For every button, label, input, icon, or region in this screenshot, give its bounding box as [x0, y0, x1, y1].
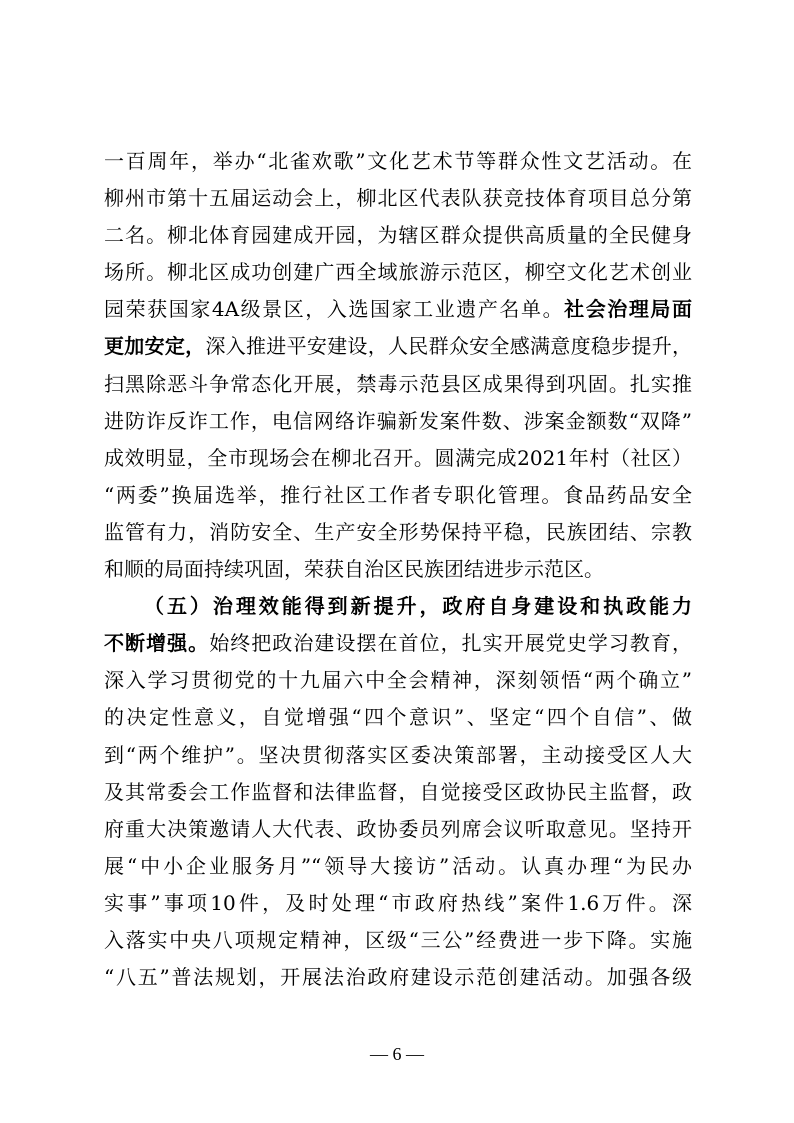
text-line [104, 922, 692, 959]
text-segment: 监管有力，消防安全、生产安全形势保持平稳，民族团结、宗教 [104, 519, 692, 544]
text-segment: 及其常委会工作监督和法律监督，自觉接受区政协民主监督，政 [104, 779, 692, 804]
text-segment: 场所。柳北区成功创建广西全域旅游示范区，柳空文化艺术创业 [104, 260, 692, 285]
text-segment: 到“两个维护”。坚决贯彻落实区委决策部署，主动接受区人大 [104, 742, 692, 767]
bold-text-segment: （五）治理效能得到新提升，政府自身建设和执政能力 [144, 594, 692, 619]
text-segment: 深入学习贯彻党的十九届六中全会精神，深刻领悟“两个确立” [104, 668, 692, 693]
text-line [104, 774, 692, 811]
text-segment: 进防诈反诈工作，电信网络诈骗新发案件数、涉案金额数“双降” [104, 408, 692, 433]
text-line [104, 366, 692, 403]
text-line [104, 477, 692, 514]
bold-text-segment: 更加安定， [104, 334, 206, 359]
text-line [104, 662, 692, 699]
text-line [104, 254, 692, 291]
text-line [104, 403, 692, 440]
text-segment: 一百周年，举办“北雀欢歌”文化艺术节等群众性文艺活动。在 [104, 149, 692, 173]
text-line [104, 291, 692, 328]
text-line [104, 811, 692, 848]
text-line [104, 848, 692, 885]
text-segment: 府重大决策邀请人大代表、政协委员列席会议听取意见。坚持开 [104, 816, 692, 841]
text-segment: 扫黑除恶斗争常态化开展，禁毒示范县区成果得到巩固。扎实推 [104, 371, 692, 396]
bold-text-segment: 不断增强。 [104, 631, 210, 656]
text-line [104, 885, 692, 922]
text-segment: 柳州市第十五届运动会上，柳北区代表队获竞技体育项目总分第 [104, 186, 692, 211]
text-line [104, 440, 692, 477]
text-segment: 二名。柳北体育园建成开园，为辖区群众提供高质量的全民健身 [104, 223, 692, 248]
text-segment: 实事”事项10件，及时处理“市政府热线”案件1.6万件。深 [104, 890, 692, 915]
body-text [104, 143, 692, 996]
text-line [104, 143, 692, 180]
text-line [104, 180, 692, 217]
text-segment: 始终把政治建设摆在首位，扎实开展党史学习教育， [209, 631, 692, 656]
text-line [104, 625, 692, 662]
text-line [104, 588, 692, 625]
text-segment: 入落实中央八项规定精神，区级“三公”经费进一步下降。实施 [104, 927, 692, 952]
text-segment: 和顺的局面持续巩固，荣获自治区民族团结进步示范区。 [104, 557, 604, 582]
text-segment: “八五”普法规划，开展法治政府建设示范创建活动。加强各级 [104, 965, 692, 990]
text-line [104, 551, 692, 588]
text-line [104, 699, 692, 736]
text-line [104, 737, 692, 774]
bold-text-segment: 社会治理局面 [564, 297, 692, 322]
text-segment: “两委”换届选举，推行社区工作者专职化管理。食品药品安全 [104, 482, 692, 507]
text-line [104, 514, 692, 551]
text-line [104, 959, 692, 996]
text-line [104, 328, 692, 365]
text-line [104, 217, 692, 254]
text-segment: 展“中小企业服务月”“领导大接访”活动。认真办理“为民办 [104, 853, 692, 878]
text-segment: 深入推进平安建设，人民群众安全感满意度稳步提升， [205, 334, 692, 359]
page-number: — 6 — [370, 1044, 424, 1064]
text-segment: 的决定性意义，自觉增强“四个意识”、坚定“四个自信”、做 [104, 705, 692, 730]
text-segment: 园荣获国家4A级景区，入选国家工业遗产名单。 [104, 297, 565, 322]
text-segment: 成效明显，全市现场会在柳北召开。圆满完成2021年村（社区） [104, 445, 692, 470]
